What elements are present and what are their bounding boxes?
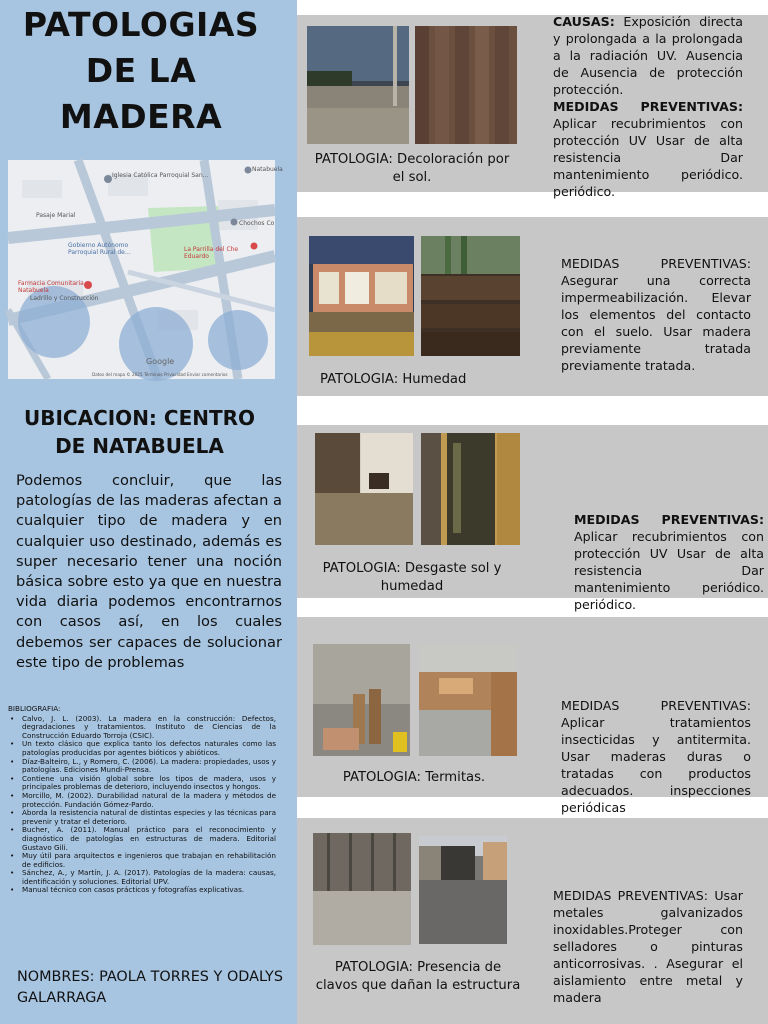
panel-decoloracion xyxy=(297,14,768,199)
photo-street-night xyxy=(307,26,409,144)
map-label-street: Pasaje Marial xyxy=(36,212,76,219)
conclusion-text: Podemos concluir, que las patologías de las maderas afectan a cualquier tipo de madera y en cualquier uso destinado, además es super necesario tener una noción básica sobre esto ya que en nuestra vida diaria podemos encontrarnos con casos así, en los cuales debemos ser capaces de solucionar este tipo de problemas xyxy=(16,472,282,671)
medidas-text: MEDIDAS PREVENTIVAS: Aplicar tratamientos insecticidas y antitermita. Usar maderas duras o tratadas con productos adecuados. inspecciones periódicas xyxy=(561,698,751,815)
caption-termitas: PATOLOGIA: Termitas. xyxy=(342,770,486,785)
medidas-text: MEDIDAS PREVENTIVAS: Usar metales galvanizados inoxidables.Proteger con selladores o pinturas anticorrosivas. . Asegurar el aislamiento entre metal y madera xyxy=(553,888,743,1005)
photo-termite-furniture xyxy=(313,644,410,756)
panel-desgaste xyxy=(297,425,768,612)
photo-nailed-gate xyxy=(313,833,411,945)
photo-street-gate xyxy=(419,836,507,944)
bibliography-item: • Aborda la resistencia natural de distintas especies y las técnicas para prevenir y tratar el deterioro. xyxy=(8,809,276,826)
authors-names: NOMBRES: PAOLA TORRES Y ODALYS GALARRAGA xyxy=(17,969,283,1006)
caption-decoloracion: PATOLOGIA: Decoloración por el sol. xyxy=(314,152,510,185)
panel-humedad xyxy=(297,217,768,396)
bibliography-item: • Contiene una visión global sobre los tipos de madera, usos y principales problemas de deterioro, incluyendo insectos y hongos. xyxy=(8,775,276,792)
location-map[interactable] xyxy=(8,160,283,379)
description-desgaste xyxy=(574,511,764,613)
map-graphic xyxy=(8,160,275,379)
caption-clavos: PATOLOGIA: Presencia de clavos que dañan la estructura xyxy=(315,960,521,993)
medidas-label: MEDIDAS PREVENTIVAS: xyxy=(574,512,764,527)
bibliography-item: • Un texto clásico que explica tanto los defectos naturales como las patologías producidas por agentes bióticos y abióticos. xyxy=(8,740,276,757)
medidas-text: MEDIDAS PREVENTIVAS: Asegurar una correcta impermeabilización. Elevar los elementos del contacto con el suelo. Usar madera previamente tratada previamente tratada. xyxy=(561,256,751,373)
description-decoloracion xyxy=(553,13,743,200)
bibliography-heading: BIBLIOGRAFIA: xyxy=(8,704,61,713)
bibliography xyxy=(8,705,276,895)
description-humedad xyxy=(561,255,751,374)
bibliography-item: • Díaz-Balteiro, L., y Romero, C. (2006). La madera: propiedades, usos y patologías. Ediciones Mundi-Prensa. xyxy=(8,758,276,775)
map-google-logo: Google xyxy=(146,357,175,366)
title-line-3: MADERA xyxy=(59,97,223,136)
map-label-gad: Gobierno Autónomo Parroquial Rural de… xyxy=(68,242,131,256)
caption-humedad: PATOLOGIA: Humedad xyxy=(320,372,467,387)
causas-label: CAUSAS: xyxy=(553,14,615,29)
photo-worn-wall xyxy=(315,433,413,545)
panel-termitas xyxy=(297,617,768,815)
medidas-text: Aplicar recubrimientos con protección UV Usar de alta resistencia Dar mantenimiento periódico. periódico. xyxy=(553,116,743,199)
panel-clavos xyxy=(297,818,768,1024)
bibliography-item: • Sánchez, A., y Martín, J. A. (2017). Patologías de la madera: causas, identificación y soluciones. Editorial UPV. xyxy=(8,869,276,886)
photo-faded-wood xyxy=(415,26,517,144)
photo-worn-post xyxy=(421,433,520,545)
page-title xyxy=(0,2,282,140)
bibliography-item: • Calvo, J. L. (2003). La madera en la construcción: Defectos, degradaciones y tratamientos. Instituto de Ciencias de la Construcción Eduardo Torroja (CSIC). xyxy=(8,715,276,741)
photo-storefront xyxy=(309,236,414,356)
bibliography-item: • Manual técnico con casos prácticos y fotografías explicativas. xyxy=(8,886,276,895)
title-line-2: DE LA xyxy=(85,51,197,90)
description-termitas xyxy=(561,697,751,816)
map-label-farmacia: Farmacia Comunitaria Natabuela xyxy=(18,280,84,294)
left-column xyxy=(0,0,297,1024)
location-heading: UBICACION: CENTRO DE NATABUELA xyxy=(23,406,256,458)
causas-text: Exposición directa y prolongada a la prolongada a la radiación UV. Ausencia de Ausencia de protección protección. xyxy=(553,14,743,97)
map-label-natabuela: Natabuela xyxy=(252,166,283,173)
bibliography-item: • Muy útil para arquitectos e ingenieros que trabajan en rehabilitación de edificios. xyxy=(8,852,276,869)
medidas-label: MEDIDAS PREVENTIVAS: xyxy=(553,99,743,114)
map-label-parrilla: La Parrilla del Che Eduardo xyxy=(184,246,239,260)
map-label-church: Iglesia Católica Parroquial San… xyxy=(112,172,209,179)
map-label-chochos: Chochos Co xyxy=(239,220,275,227)
photo-damp-wood xyxy=(421,236,520,356)
bibliography-list xyxy=(8,715,276,895)
medidas-text: Aplicar recubrimientos con protección UV Usar de alta resistencia Dar mantenimiento periódico. periódico. xyxy=(574,529,764,612)
title-line-1: PATOLOGIAS xyxy=(22,5,260,44)
description-clavos xyxy=(553,887,743,1006)
caption-desgaste: PATOLOGIA: Desgaste sol y humedad xyxy=(322,561,502,594)
bibliography-item: • Bucher, A. (2011). Manual práctico para el reconocimiento y diagnóstico de patologías en estructuras de madera. Editorial Gustavo Gili. xyxy=(8,826,276,852)
photo-termite-beam xyxy=(419,644,517,756)
map-label-construccion: Ladrillo y Construcción xyxy=(30,295,99,302)
map-footer: Datos del mapa © 2025 Términos Privacidad Enviar comentarios xyxy=(92,372,228,377)
bibliography-item: • Morcillo, M. (2002). Durabilidad natural de la madera y métodos de protección. Fundación Gómez-Pardo. xyxy=(8,792,276,809)
